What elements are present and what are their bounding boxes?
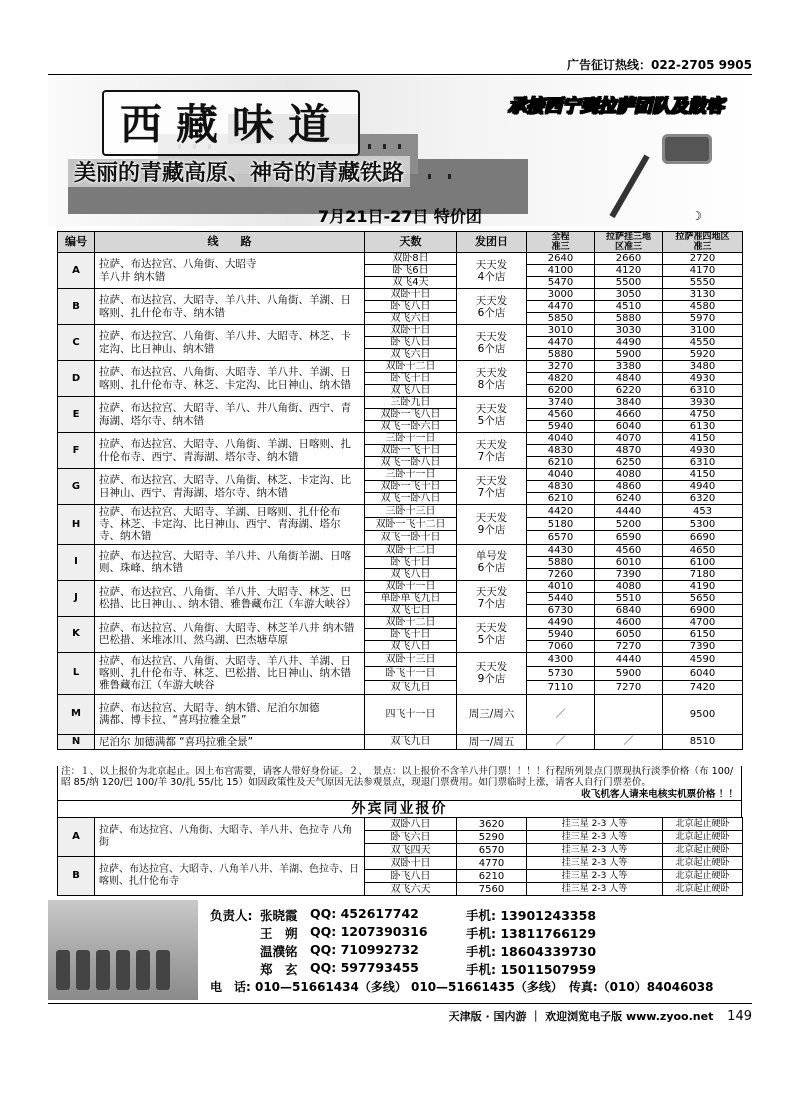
price-cell: 6210 [527, 493, 595, 505]
days-cell: 双飞一卧八日 [365, 493, 457, 505]
phone-fax-line: 电 话: 010—51661434（多线） 010—51661435（多线） 传真:（010）84046038 [210, 980, 714, 994]
route-code: A [58, 253, 95, 289]
price-cell: 6040 [595, 421, 663, 433]
price-cell: 7390 [595, 568, 663, 580]
hotel-standard-cell: 挂三星 2-3 人等 [527, 844, 663, 857]
price-cell [595, 694, 663, 734]
table-row [58, 616, 743, 628]
price-cell: 4600 [595, 616, 663, 628]
price-cell: 7260 [527, 568, 595, 580]
banner-title: 西藏味道 [102, 90, 360, 156]
price-cell: 4820 [527, 373, 595, 385]
route-code: M [58, 694, 95, 734]
price-cell: 2640 [527, 253, 595, 265]
price-cell: 3740 [527, 397, 595, 409]
departure-cell: 天天发 7个店 [457, 580, 527, 616]
price-cell: 6240 [595, 493, 663, 505]
header-cell: 线 路 [95, 232, 365, 253]
price-cell: 5900 [595, 349, 663, 361]
route-code: L [58, 652, 95, 694]
price-cell: 4860 [595, 481, 663, 493]
price-cell: 4930 [663, 373, 743, 385]
days-cell: 双飞九日 [365, 734, 457, 749]
departure-cell: 单号发 6个店 [457, 544, 527, 580]
route-code: C [58, 325, 95, 361]
price-cell: 2720 [663, 253, 743, 265]
departure-cell: 天天发 6个店 [457, 325, 527, 361]
days-cell: 卧飞十日 [365, 556, 457, 568]
price-cell: 5880 [595, 313, 663, 325]
price-cell: 5510 [595, 592, 663, 604]
route-code: D [58, 361, 95, 397]
price-cell: 4930 [663, 445, 743, 457]
days-cell: 双卧十二日 [365, 544, 457, 556]
table-header-row [58, 232, 743, 253]
table-row [58, 397, 743, 409]
contact-mobile: 手机: 18604339730 [466, 944, 597, 959]
route-description: 拉萨、布达拉宫、大昭寺、羊湖、日喀则、扎什伦布寺、林芝、卡定沟、比日神山、西宁、青海湖、塔尔寺、纳木错 [95, 505, 365, 545]
days-cell: 双卧一飞八日 [365, 409, 457, 421]
price-cell: 5470 [527, 277, 595, 289]
price-cell: 4440 [595, 652, 663, 666]
price-cell: 5850 [527, 313, 595, 325]
domestic-price-table [57, 231, 742, 750]
price-cell: 5730 [527, 666, 595, 680]
route-description: 拉萨、布达拉宫、八角街、大昭寺、羊八井、羊湖、日喀则、扎什伦布寺、林芝、巴松措、比日神山、纳木错 雅鲁藏布江（车游大峡谷 [95, 652, 365, 694]
route-description: 拉萨、布达拉宫、八角街、大昭寺、羊八井、羊湖、日喀则、扎什伦布寺、林芝、卡定沟、比日神山、纳木错 [95, 361, 365, 397]
days-cell: 双卧一飞十二日 [365, 518, 457, 531]
price-cell: 3100 [663, 325, 743, 337]
table-row [58, 580, 743, 592]
contact-mobile: 手机: 13901243358 [466, 908, 597, 923]
days-cell: 卧飞6日 [365, 265, 457, 277]
price-cell: 4830 [527, 445, 595, 457]
price-cell: 4120 [595, 265, 663, 277]
days-cell: 卧飞十日 [365, 373, 457, 385]
transport-cell: 北京起止硬卧 [663, 844, 743, 857]
table-row [58, 544, 743, 556]
table-row [58, 652, 743, 666]
price-cell: 4590 [663, 652, 743, 666]
price-cell: 5880 [527, 556, 595, 568]
days-cell: 卧飞十日 [365, 628, 457, 640]
departure-cell: 天天发 7个店 [457, 433, 527, 469]
departure-cell: 天天发 9个店 [457, 505, 527, 545]
header-cell: 天数 [365, 232, 457, 253]
days-cell: 双飞4天 [365, 277, 457, 289]
days-cell: 三卧十三日 [365, 505, 457, 518]
hotel-standard-cell: 挂三星 2-3 人等 [527, 818, 663, 831]
prayer-wheels-photo [48, 900, 198, 1000]
route-code: F [58, 433, 95, 469]
days-cell: 双飞七日 [365, 604, 457, 616]
banner-subtitle: 美丽的青藏高原、神奇的青藏铁路 [68, 156, 410, 187]
route-code: J [58, 580, 95, 616]
days-cell: 四飞十一日 [365, 694, 457, 734]
price-cell: 6310 [663, 457, 743, 469]
price-cell: 5920 [663, 349, 743, 361]
route-description: 拉萨、布达拉宫、大昭寺、羊八井、八角街羊湖、日喀则、珠峰、纳木错 [95, 544, 365, 580]
footer [449, 1008, 752, 1024]
days-cell: 双卧十日 [365, 325, 457, 337]
route-code: N [58, 734, 95, 749]
price-cell: 5500 [595, 277, 663, 289]
departure-cell: 天天发 6个店 [457, 289, 527, 325]
footer-rule [48, 1003, 752, 1004]
contact-mobile: 手机: 15011507959 [466, 962, 597, 977]
price-cell: 4660 [595, 409, 663, 421]
price-cell: 4070 [595, 433, 663, 445]
price-cell: 4440 [595, 505, 663, 518]
price-cell: 3010 [527, 325, 595, 337]
price-cell: 6900 [663, 604, 743, 616]
days-cell: 三卧九日 [365, 397, 457, 409]
route-description: 拉萨、布达拉宫、八角街、大昭寺、林芝羊八井 纳木错巴松措、米堆冰川、然乌湖、巴杰塘草原 [95, 616, 365, 652]
prayer-wheel-icon [634, 116, 724, 216]
price-cell: 4150 [663, 433, 743, 445]
header-cell: 拉萨准四地区 准三 [663, 232, 743, 253]
price-cell: 6570 [457, 844, 527, 857]
price-cell: 4830 [527, 481, 595, 493]
price-cell: 4650 [663, 544, 743, 556]
price-cell: ／ [595, 734, 663, 749]
departure-cell: 天天发 7个店 [457, 469, 527, 505]
transport-cell: 北京起止硬卧 [663, 857, 743, 870]
price-cell: 5650 [663, 592, 743, 604]
table-row [58, 289, 743, 301]
price-cell: 5900 [595, 666, 663, 680]
days-cell: 双卧8日 [365, 253, 457, 265]
price-cell: 4190 [663, 580, 743, 592]
days-cell: 卧飞六日 [365, 831, 457, 844]
price-cell: 4150 [663, 469, 743, 481]
table-row [58, 505, 743, 518]
price-cell: 4770 [457, 857, 527, 870]
days-cell: 双飞六日 [365, 313, 457, 325]
price-cell: 3380 [595, 361, 663, 373]
contact-role: 负责人: [210, 908, 253, 923]
price-cell: 6010 [595, 556, 663, 568]
ad-hotline: 广告征订热线：022-2705 9905 [566, 58, 752, 72]
table-row [58, 857, 743, 870]
price-cell: 6210 [527, 457, 595, 469]
price-cell: 5440 [527, 592, 595, 604]
transport-cell: 北京起止硬卧 [663, 870, 743, 883]
price-cell: 4470 [527, 337, 595, 349]
departure-cell: 天天发 9个店 [457, 652, 527, 694]
days-cell: 卧飞十一日 [365, 666, 457, 680]
days-cell: 单卧单飞九日 [365, 592, 457, 604]
price-cell: ／ [527, 734, 595, 749]
contact-mobile: 手机: 13811766129 [466, 926, 597, 941]
days-cell: 双飞八日 [365, 568, 457, 580]
route-description: 拉萨、布达拉宫、大昭寺、八角街、羊湖、日喀则、扎什伦布寺、西宁、青海湖、塔尔寺、纳木错 [95, 433, 365, 469]
days-cell: 双飞六日 [365, 349, 457, 361]
header-cell: 发团日 [457, 232, 527, 253]
days-cell: 双卧十三日 [365, 652, 457, 666]
price-cell: 5200 [595, 518, 663, 531]
header-cell: 全程 准三 [527, 232, 595, 253]
price-cell: 4430 [527, 544, 595, 556]
price-cell: 4490 [527, 616, 595, 628]
departure-cell: 天天发 5个店 [457, 397, 527, 433]
price-cell: 6050 [595, 628, 663, 640]
price-cell: 6840 [595, 604, 663, 616]
departure-cell: 天天发 8个店 [457, 361, 527, 397]
route-description: 尼泊尔 加德满都 “喜玛拉雅全景” [95, 734, 365, 749]
days-cell: 双卧十二日 [365, 361, 457, 373]
price-cell: 4750 [663, 409, 743, 421]
price-cell: 5300 [663, 518, 743, 531]
days-cell: 双飞一卧八日 [365, 457, 457, 469]
contacts-section [48, 900, 752, 1000]
days-cell: 卧飞八日 [365, 870, 457, 883]
contact-qq: QQ: 452617742 [310, 906, 419, 921]
table-row [58, 694, 743, 734]
price-cell: 4870 [595, 445, 663, 457]
days-cell: 双卧十一日 [365, 580, 457, 592]
contact-name: 张晓霞 [260, 908, 298, 923]
price-cell: 7270 [595, 680, 663, 694]
price-cell: 5940 [527, 421, 595, 433]
price-cell: 7560 [457, 883, 527, 896]
days-cell: 双飞六天 [365, 883, 457, 896]
price-cell: 6100 [663, 556, 743, 568]
departure-cell: 周三/周六 [457, 694, 527, 734]
days-cell: 双卧八日 [365, 818, 457, 831]
price-cell: 4550 [663, 337, 743, 349]
price-cell: 4840 [595, 373, 663, 385]
crescent-icon: ☽ [691, 209, 702, 223]
hotel-standard-cell: 挂三星 2-3 人等 [527, 831, 663, 844]
price-cell: 7390 [663, 640, 743, 652]
price-cell: 5880 [527, 349, 595, 361]
page-number: 149 [727, 1009, 752, 1024]
route-code: K [58, 616, 95, 652]
table-row [58, 361, 743, 373]
price-cell: 7420 [663, 680, 743, 694]
price-cell: 2660 [595, 253, 663, 265]
price-cell: 6210 [457, 870, 527, 883]
table-row [58, 253, 743, 265]
price-cell: 4580 [663, 301, 743, 313]
price-cell: 6590 [595, 531, 663, 544]
transport-cell: 北京起止硬卧 [663, 818, 743, 831]
route-description: 拉萨、布达拉宫、大昭寺、羊八、井八角街、西宁、青海湖、塔尔寺、纳木错 [95, 397, 365, 433]
price-cell: ／ [527, 694, 595, 734]
price-cell: 4700 [663, 616, 743, 628]
price-cell: 453 [663, 505, 743, 518]
price-cell: 4040 [527, 433, 595, 445]
price-cell: 4490 [595, 337, 663, 349]
foreign-price-table [57, 817, 742, 896]
contact-qq: QQ: 597793455 [310, 960, 419, 975]
price-cell: 4510 [595, 301, 663, 313]
days-cell: 双卧一飞十日 [365, 445, 457, 457]
route-description: 拉萨、布达拉宫、大昭寺、纳木错、尼泊尔加德 满都、博卡拉、“喜玛拉雅全景” [95, 694, 365, 734]
days-cell: 双飞八日 [365, 640, 457, 652]
hotel-standard-cell: 挂三星 2-3 人等 [527, 870, 663, 883]
price-cell: 3930 [663, 397, 743, 409]
departure-cell: 周一/周五 [457, 734, 527, 749]
days-cell: 双卧十日 [365, 289, 457, 301]
price-cell: 4420 [527, 505, 595, 518]
departure-cell: 天天发 5个店 [457, 616, 527, 652]
days-cell: 双飞九日 [365, 680, 457, 694]
contact-name: 王 朔 [260, 926, 298, 941]
route-code: B [58, 857, 95, 896]
foreign-section-title: 外宾同业报价 [57, 800, 742, 817]
header-cell: 编号 [58, 232, 95, 253]
price-cell: 6310 [663, 385, 743, 397]
tour-date-line: 7月21日-27日 特价团 [318, 207, 482, 226]
price-cell: 4300 [527, 652, 595, 666]
price-cell: 3050 [595, 289, 663, 301]
notes-warning: 收飞机客人请来电核实机票价格 ！！ [581, 788, 738, 800]
price-cell: 3130 [663, 289, 743, 301]
price-cell: 3480 [663, 361, 743, 373]
price-cell: 3270 [527, 361, 595, 373]
days-cell: 双卧一飞十日 [365, 481, 457, 493]
price-cell: 4040 [527, 469, 595, 481]
days-cell: 三卧十一日 [365, 469, 457, 481]
route-description: 拉萨、布达拉宫、大昭寺、八角羊八井、羊湖、色拉寺、日喀则、扎什伦布寺 [95, 857, 365, 896]
days-cell: 卧飞八日 [365, 337, 457, 349]
hotel-standard-cell: 挂三星 2-3 人等 [527, 883, 663, 896]
days-cell: 三卧十一日 [365, 433, 457, 445]
price-cell: 9500 [663, 694, 743, 734]
transport-cell: 北京起止硬卧 [663, 831, 743, 844]
price-cell: 6220 [595, 385, 663, 397]
notes-box [57, 766, 742, 801]
price-cell: 4100 [527, 265, 595, 277]
days-cell: 双飞四天 [365, 844, 457, 857]
route-code: H [58, 505, 95, 545]
contact-name: 温濮铭 [260, 944, 298, 959]
price-cell: 6690 [663, 531, 743, 544]
days-cell: 双卧十日 [365, 857, 457, 870]
price-cell: 6570 [527, 531, 595, 544]
contact-qq: QQ: 710992732 [310, 942, 419, 957]
notes-text: 注：１、以上报价为北京起止。因上布宫需要，请客人带好身份证。２、 景点：以上报价不含羊八井门票！！！！行程所列景点门票现执行淡季价格（布 100/昭 85/纳 120/巴 100/羊 30/扎 55/比 15）如因政策性及天气原因无法参观景点，现退门票费用。如门票临时上涨，请客人自行门票差价。 [61, 766, 734, 789]
price-cell: 4080 [595, 469, 663, 481]
price-cell: 6130 [663, 421, 743, 433]
price-cell: 6040 [663, 666, 743, 680]
hotel-standard-cell: 挂三星 2-3 人等 [527, 857, 663, 870]
price-cell: 3000 [527, 289, 595, 301]
route-description: 拉萨、布达拉宫、大昭寺、羊八井、八角街、羊湖、日喀则、扎什伦布寺、纳木错 [95, 289, 365, 325]
price-cell: 5180 [527, 518, 595, 531]
footer-text: 天津版 · 国内游 ｜ 欢迎浏览电子版 www.zyoo.net [448, 1010, 714, 1023]
price-cell: 6250 [595, 457, 663, 469]
top-rule [48, 74, 752, 75]
contact-qq: QQ: 1207390316 [310, 924, 428, 939]
price-cell: 5290 [457, 831, 527, 844]
table-row [58, 818, 743, 831]
price-cell: 7060 [527, 640, 595, 652]
price-cell: 6730 [527, 604, 595, 616]
price-cell: 3840 [595, 397, 663, 409]
route-description: 拉萨、布达拉宫、八角街、羊八井、大昭寺、林芝、巴松措、比日神山、、纳木错、雅鲁藏布江（车游大峡谷） [95, 580, 365, 616]
departure-cell: 天天发 4个店 [457, 253, 527, 289]
route-code: I [58, 544, 95, 580]
route-code: G [58, 469, 95, 505]
days-cell: 双飞一卧六日 [365, 421, 457, 433]
route-description: 拉萨、布达拉宫、大昭寺、八角街、林芝、卡定沟、比日神山、西宁、青海湖、塔尔寺、纳木错 [95, 469, 365, 505]
transport-cell: 北京起止硬卧 [663, 883, 743, 896]
price-cell: 7180 [663, 568, 743, 580]
price-cell: 4080 [595, 580, 663, 592]
days-cell: 卧飞八日 [365, 301, 457, 313]
price-cell: 4170 [663, 265, 743, 277]
days-cell: 双飞八日 [365, 385, 457, 397]
price-cell: 4470 [527, 301, 595, 313]
banner [48, 76, 752, 226]
table-row [58, 734, 743, 749]
banner-slogan: 承接西宁到拉萨团队及散客 [508, 96, 724, 117]
route-description: 拉萨、布达拉宫、八角街、大昭寺、羊八井、色拉寺 八角街 [95, 818, 365, 857]
price-cell: 4940 [663, 481, 743, 493]
price-cell: 7270 [595, 640, 663, 652]
route-description: 拉萨、布达拉宫、八角街、大昭寺 羊八井 纳木错 [95, 253, 365, 289]
table-row [58, 433, 743, 445]
price-cell: 4560 [595, 544, 663, 556]
price-cell: 5970 [663, 313, 743, 325]
table-row [58, 469, 743, 481]
price-cell: 6150 [663, 628, 743, 640]
route-code: B [58, 289, 95, 325]
route-code: A [58, 818, 95, 857]
price-cell: 6320 [663, 493, 743, 505]
price-cell: 3620 [457, 818, 527, 831]
price-cell: 4010 [527, 580, 595, 592]
contact-name: 郑 玄 [260, 962, 298, 977]
price-cell: 8510 [663, 734, 743, 749]
price-cell: 4560 [527, 409, 595, 421]
price-cell: 5550 [663, 277, 743, 289]
route-code: E [58, 397, 95, 433]
price-cell: 3030 [595, 325, 663, 337]
price-cell: 6200 [527, 385, 595, 397]
table-row [58, 325, 743, 337]
route-description: 拉萨、布达拉宫、八角街、羊八井、大昭寺、林芝、卡定沟、比日神山、纳木错 [95, 325, 365, 361]
days-cell: 双卧十二日 [365, 616, 457, 628]
header-cell: 拉萨挂三地 区准三 [595, 232, 663, 253]
days-cell: 双飞一卧十日 [365, 531, 457, 544]
price-cell: 5940 [527, 628, 595, 640]
price-cell: 7110 [527, 680, 595, 694]
